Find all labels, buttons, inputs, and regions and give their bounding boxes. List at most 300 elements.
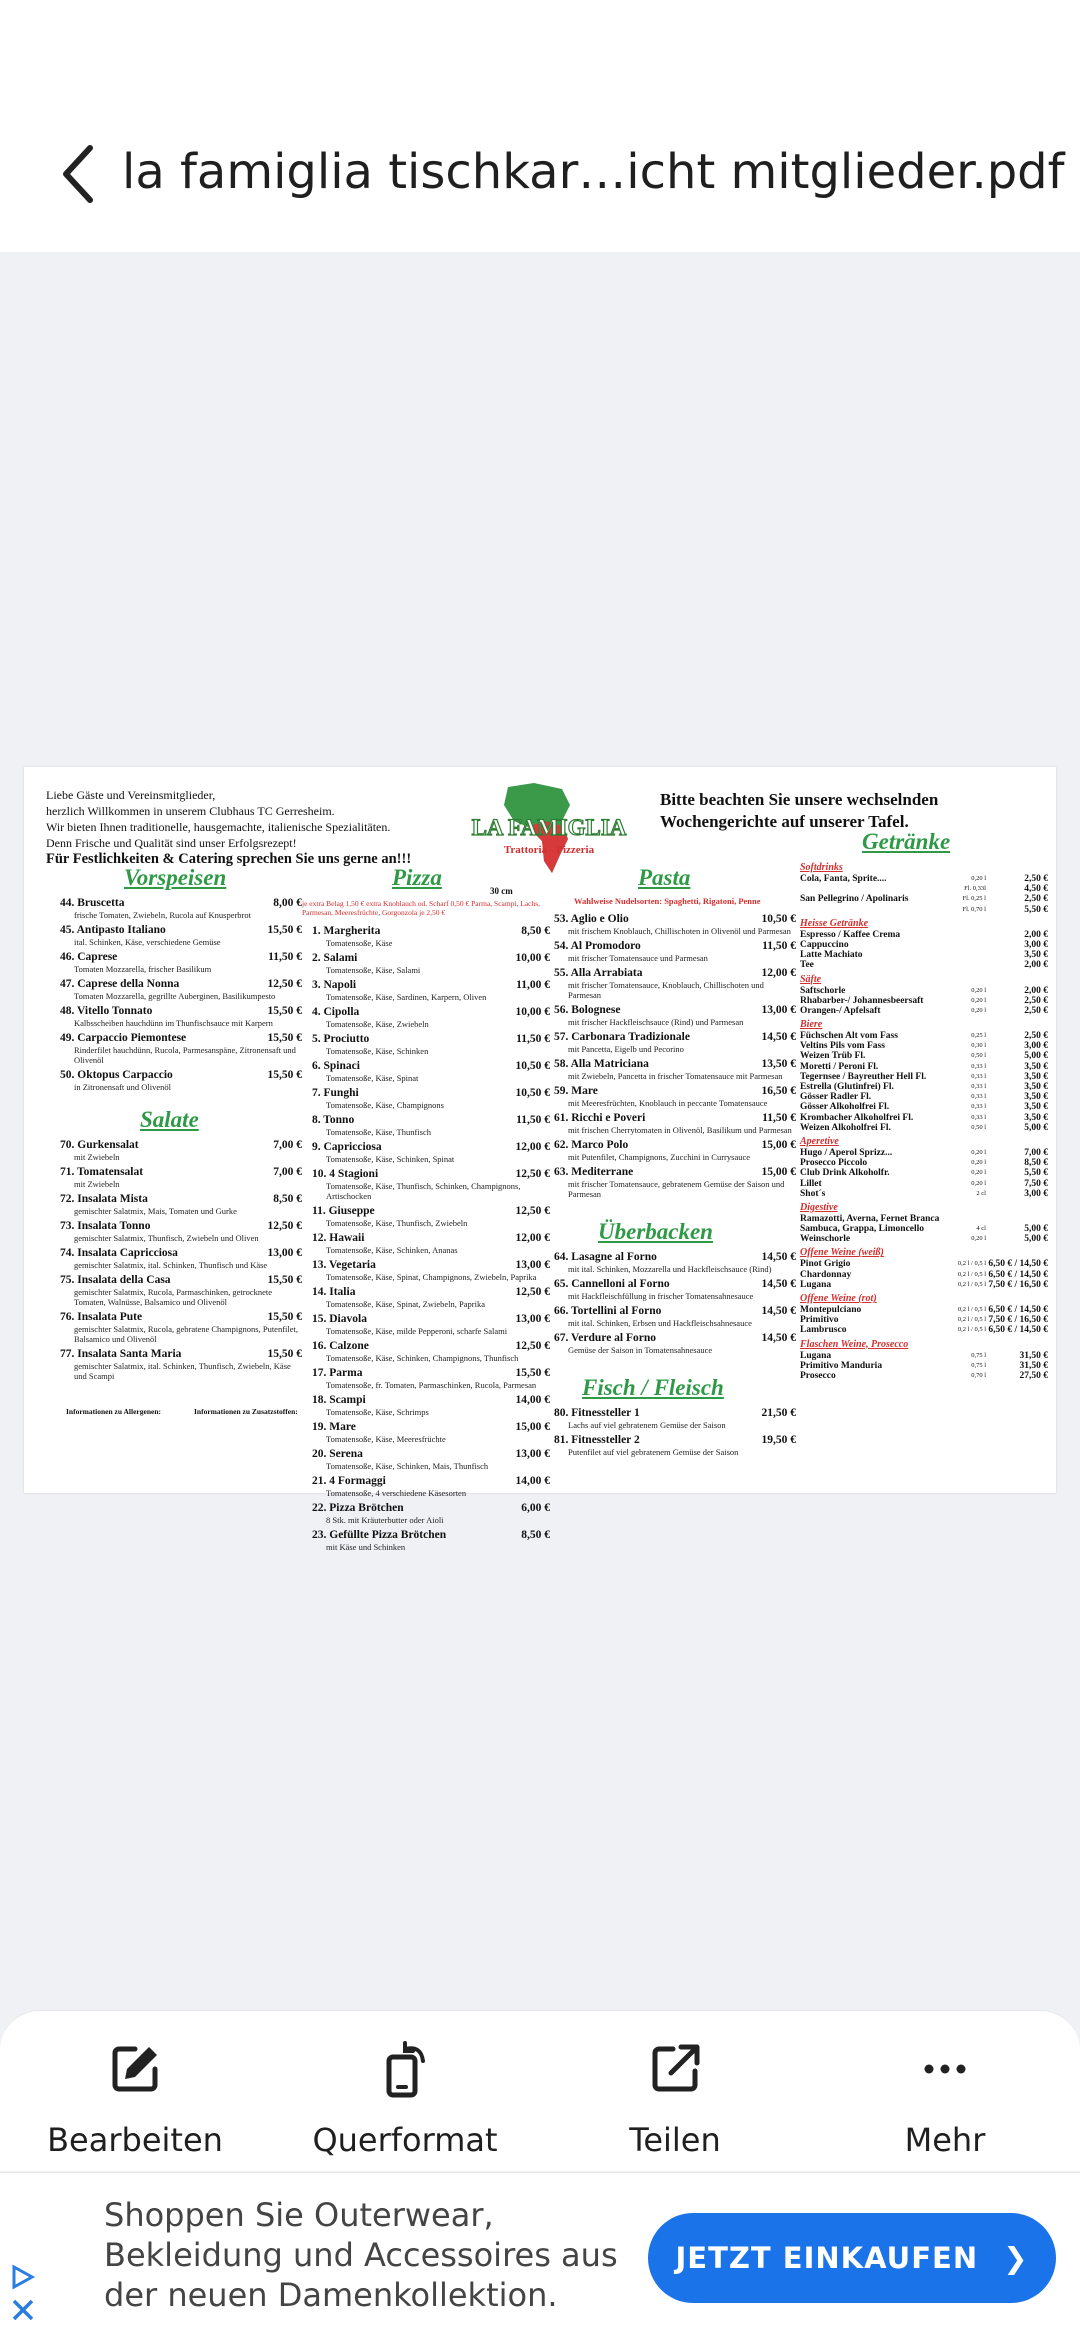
menu-item-price: 14,50 € [761, 1278, 796, 1290]
drink-name: Shot´s [800, 1188, 826, 1199]
drink-row [800, 1102, 1048, 1112]
menu-item-price: 15,00 € [761, 1139, 796, 1151]
menu-item-price: 12,00 € [515, 1232, 550, 1244]
menu-item [312, 1340, 550, 1363]
menu-intro [46, 787, 476, 867]
menu-item [312, 1529, 550, 1552]
menu-item [312, 1394, 550, 1417]
menu-item-price: 15,50 € [267, 1274, 302, 1286]
ad-choices-icon[interactable] [8, 2263, 38, 2335]
menu-item [312, 1475, 550, 1498]
drink-row [800, 1006, 1048, 1016]
menu-item-desc: in Zitronensaft und Olivenöl [74, 1082, 172, 1092]
drink-price: 2,50 € [1024, 1031, 1048, 1042]
drink-price: 31,50 € [1019, 1360, 1048, 1371]
drink-volume: 0,20 l [971, 1169, 986, 1177]
drink-volume: 0,2 l / 0,5 l [957, 1270, 986, 1278]
menu-item-desc: mit Putenfilet, Champignons, Zucchini in Currysauce [568, 1152, 751, 1162]
drink-volume: 0,20 l [971, 1179, 986, 1187]
menu-item-price: 12,50 € [515, 1340, 550, 1352]
chevron-right-icon: ❯ [1003, 2241, 1029, 2275]
back-arrow-icon[interactable] [52, 138, 108, 210]
menu-item-price: 13,00 € [761, 1004, 796, 1016]
drink-price: 3,00 € [1024, 1041, 1048, 1052]
drink-row [800, 940, 1048, 950]
menu-item-name: 74. Insalata Capricciosa [60, 1247, 178, 1259]
drink-price: 5,00 € [1024, 1051, 1048, 1062]
drink-row [800, 1214, 1048, 1224]
menu-item [312, 1259, 550, 1282]
drink-row [800, 1189, 1048, 1199]
drink-price: 3,50 € [1024, 1102, 1048, 1113]
drink-group-title: Digestive [800, 1201, 838, 1213]
drink-volume: Fl. 0,33l [964, 885, 986, 893]
menu-item-desc: mit Zwiebeln, Pancetta in frischer Tomatensauce mit Parmesan [568, 1071, 783, 1081]
drink-group-title: Flaschen Weine, Prosecco [800, 1338, 909, 1350]
menu-item-desc: gemischter Salatmix, ital. Schinken, Thunfisch, Zwiebeln, Käse und Scampi [74, 1361, 291, 1381]
drink-name: Hugo / Aperol Sprizz... [800, 1147, 893, 1158]
drink-name: Veltins Pils vom Fass [800, 1041, 885, 1052]
menu-item-name: 18. Scampi [312, 1394, 366, 1406]
menu-item-desc: mit Zwiebeln [74, 1179, 120, 1189]
menu-item-desc: Kalbsscheiben hauchdünn im Thunfischsauce mit Karpern [74, 1018, 273, 1028]
drink-price: 3,00 € [1024, 1188, 1048, 1199]
ueberbacken-list [554, 1251, 796, 1359]
menu-item-price: 6,00 € [521, 1502, 550, 1514]
menu-item-desc: gemischter Salatmix, Rucola, gebratene Champignons, Putenfilet, Balsamico und Olivenöl [74, 1324, 299, 1344]
menu-item [60, 1032, 302, 1065]
menu-item-price: 14,00 € [515, 1475, 550, 1487]
share-icon [645, 2039, 705, 2099]
drink-group-title: Offene Weine (weiß) [800, 1247, 884, 1259]
menu-item [554, 1058, 796, 1081]
drink-name: Lugana [800, 1279, 832, 1290]
menu-item-price: 10,50 € [515, 1087, 550, 1099]
drink-row [800, 1148, 1048, 1158]
drink-name: Latte Machiato [800, 950, 863, 961]
menu-item-price: 15,00 € [761, 1166, 796, 1178]
drink-name: Weizen Alkoholfrei Fl. [800, 1122, 891, 1133]
drink-name: Ramazotti, Averna, Fernet Branca [800, 1213, 940, 1224]
menu-item-desc: mit ital. Schinken, Mozzarella und Hackfleischsauce (Rind) [568, 1264, 772, 1274]
menu-item-name: 73. Insalata Tonno [60, 1220, 151, 1232]
menu-item [60, 1166, 302, 1189]
drink-volume: 0,20 l [971, 986, 986, 994]
section-pizza-title: Pizza [392, 865, 442, 890]
menu-item [312, 1367, 550, 1390]
drink-price: 3,50 € [1024, 1112, 1048, 1123]
drink-price: 3,50 € [1024, 1061, 1048, 1072]
menu-item-price: 12,00 € [515, 1141, 550, 1153]
drink-volume: 0,30 l [971, 1042, 986, 1050]
drink-volume: 0,50 l [971, 1052, 986, 1060]
menu-item-desc: Gemüse der Saison in Tomatensahnesauce [568, 1345, 713, 1355]
restaurant-logo [464, 781, 634, 877]
drink-volume: 0,33 l [971, 1072, 986, 1080]
ad-banner[interactable] [0, 2172, 1080, 2341]
drink-name: Weinschorle [800, 1234, 851, 1245]
menu-item [60, 951, 302, 974]
menu-item-desc: gemischter Salatmix, Rucola, Parmaschinken, getrocknete Tomaten, Walnüsse, Balsamico und Olivenöl [74, 1287, 273, 1307]
drink-name: Prosecco Piccolo [800, 1158, 868, 1169]
menu-item-desc: Rinderfilet hauchdünn, Rucola, Parmesanspäne, Zitronensaft und Olivenöl [74, 1045, 296, 1065]
menu-item [554, 1031, 796, 1054]
drink-row [800, 1361, 1048, 1371]
drink-name: Primitivo [800, 1315, 839, 1326]
drink-row [800, 1082, 1048, 1092]
menu-item-price: 8,50 € [521, 925, 550, 937]
drink-volume: Fl. 0,25 l [962, 895, 986, 903]
drink-name: Chardonnay [800, 1269, 852, 1280]
menu-item-desc: 8 Stk. mit Kräuterbutter oder Aioli [326, 1515, 444, 1525]
drink-volume: 0,75 l [971, 1351, 986, 1359]
shop-now-button[interactable] [648, 2213, 1056, 2303]
menu-item [60, 1139, 302, 1162]
menu-item-name: 64. Lasagne al Forno [554, 1251, 657, 1263]
menu-item-desc: Tomatensoße, Käse [326, 938, 393, 948]
drink-name: Weizen Trüb Fl. [800, 1051, 866, 1062]
drink-row [800, 1072, 1048, 1082]
menu-item-name: 80. Fitnessteller 1 [554, 1407, 640, 1419]
menu-item-price: 8,50 € [521, 1529, 550, 1541]
menu-item-name: 46. Caprese [60, 951, 118, 963]
menu-item-price: 10,50 € [515, 1060, 550, 1072]
pizza-extras: je extra Belag 1,50 € extra Knoblauch od. Scharf 0,50 € Parma, Scampi, Lachs, Parmesan, Meeresfrüchte, Gorgonzola je 2,50 € [302, 899, 541, 917]
menu-item-desc: gemischter Salatmix, Thunfisch, Zwiebeln und Oliven [74, 1233, 259, 1243]
menu-item-desc: Tomatensoße, Käse, Champignons [326, 1100, 444, 1110]
menu-item-price: 13,00 € [515, 1259, 550, 1271]
menu-item-name: 1. Margherita [312, 925, 381, 937]
drink-row [800, 1270, 1048, 1280]
menu-item-price: 14,00 € [515, 1394, 550, 1406]
more-label: Mehr [904, 2121, 986, 2159]
menu-item-price: 8,00 € [273, 897, 302, 909]
drink-volume: 0,20 l [971, 996, 986, 1004]
drink-name: Pinot Grigio [800, 1259, 851, 1270]
menu-item-desc: Tomatensoße, Käse, Zwiebeln [326, 1019, 429, 1029]
menu-item-desc: gemischter Salatmix, Mais, Tomaten und Gurke [74, 1206, 237, 1216]
menu-item [60, 1193, 302, 1216]
drink-volume: 0,50 l [971, 1123, 986, 1131]
drink-volume: 0,33 l [971, 1083, 986, 1090]
menu-item [312, 1313, 550, 1336]
drink-volume: 0,2 l / 0,5 l [957, 1326, 986, 1334]
drink-row [800, 884, 1048, 894]
drink-volume: 0,70 l [971, 1371, 986, 1379]
menu-item-name: 50. Oktopus Carpaccio [60, 1069, 173, 1081]
menu-item-price: 21,50 € [761, 1407, 796, 1419]
menu-item-name: 61. Ricchi e Poveri [554, 1112, 646, 1124]
drink-price: 3,50 € [1024, 1092, 1048, 1103]
drink-name: Montepulciano [800, 1305, 862, 1315]
menu-item-name: 8. Tonno [312, 1114, 355, 1126]
menu-item [312, 1141, 550, 1164]
menu-item-desc: ital. Schinken, Käse, verschiedene Gemüse [74, 937, 221, 947]
drink-volume: Fl. 0,70 l [962, 905, 986, 913]
drink-row [800, 905, 1048, 915]
drink-name: San Pellegrino / Apolinaris [800, 894, 909, 905]
menu-item-price: 7,00 € [273, 1139, 302, 1151]
drink-row [800, 1168, 1048, 1178]
drink-group-title: Biere [800, 1019, 823, 1031]
menu-item-price: 15,50 € [267, 1348, 302, 1360]
menu-item-desc: Tomatensoße, Käse, Salami [326, 965, 421, 975]
drink-row [800, 1092, 1048, 1102]
menu-item-name: 56. Bolognese [554, 1004, 621, 1016]
fisch-list [554, 1407, 796, 1461]
menu-item-price: 13,00 € [515, 1313, 550, 1325]
drink-price: 5,00 € [1024, 1234, 1048, 1245]
menu-item-desc: mit frischer Hackfleischsauce (Rind) und Parmesan [568, 1017, 744, 1027]
menu-item [312, 1168, 550, 1201]
drink-row [800, 1325, 1048, 1335]
drink-group-title: Aperetive [800, 1135, 839, 1147]
menu-item-name: 19. Mare [312, 1421, 356, 1433]
menu-item-desc: Tomatensoße, Käse, Spinat, Zwiebeln, Paprika [326, 1299, 485, 1309]
menu-item-name: 81. Fitnessteller 2 [554, 1434, 640, 1446]
allergene-info: Informationen zu Allergenen: [66, 1407, 161, 1416]
share-button[interactable] [540, 2039, 810, 2159]
menu-item [554, 1251, 796, 1274]
drink-price: 2,00 € [1024, 985, 1048, 996]
menu-item-name: 65. Cannelloni al Forno [554, 1278, 670, 1290]
section-pasta-title: Pasta [638, 865, 691, 890]
drink-group-title: Offene Weine (rot) [800, 1293, 877, 1304]
menu-item [554, 1407, 796, 1430]
menu-item-name: 15. Diavola [312, 1313, 367, 1325]
drink-name: Rhabarber-/ Johannesbeersaft [800, 995, 924, 1006]
drink-volume: 0,2 l / 0,5 l [957, 1280, 986, 1288]
menu-item-name: 6. Spinaci [312, 1060, 360, 1072]
drink-price: 2,50 € [1024, 894, 1048, 905]
drink-price: 2,00 € [1024, 960, 1048, 971]
landscape-button[interactable] [270, 2039, 540, 2159]
menu-item-price: 7,00 € [273, 1166, 302, 1178]
menu-item-name: 4. Cipolla [312, 1006, 360, 1018]
drink-price: 2,50 € [1024, 874, 1048, 884]
menu-item [312, 1448, 550, 1471]
drink-name: Saftschorle [800, 985, 846, 996]
drink-row [800, 1234, 1048, 1244]
drink-price: 5,00 € [1024, 1224, 1048, 1235]
menu-item-name: 11. Giuseppe [312, 1205, 375, 1217]
menu-item-desc: Tomatensoße, Käse, Schinken, Champignons, Thunfisch [326, 1353, 519, 1363]
menu-item-name: 45. Antipasto Italiano [60, 924, 166, 936]
menu-item-desc: Tomatensoße, Käse, Thunfisch, Schinken, Champignons, Artischocken [326, 1181, 521, 1201]
drink-volume: 0,33 l [971, 1113, 986, 1121]
menu-item [312, 1502, 550, 1525]
menu-item-desc: Tomatensoße, Käse, Thunfisch, Zwiebeln [326, 1218, 468, 1228]
menu-item [312, 1421, 550, 1444]
drink-price: 6,50 € / 14,50 € [988, 1259, 1048, 1270]
menu-item-name: 67. Verdure al Forno [554, 1332, 657, 1344]
drink-name: Füchschen Alt vom Fass [800, 1031, 898, 1042]
drink-name: Moretti / Peroni Fl. [800, 1061, 879, 1072]
drink-price: 4,50 € [1024, 884, 1048, 895]
menu-item-desc: Tomatensoße, Käse, Schinken [326, 1046, 429, 1056]
landscape-label: Querformat [312, 2121, 498, 2159]
menu-item-name: 9. Capricciosa [312, 1141, 382, 1153]
intro-line: Liebe Gäste und Vereinsmitglieder, [46, 788, 216, 802]
menu-item-desc: mit frischen Cherrytomaten in Olivenöl, Basilikum und Parmesan [568, 1125, 792, 1135]
drink-row [800, 1315, 1048, 1325]
drink-row [800, 1158, 1048, 1168]
menu-item-price: 16,50 € [761, 1085, 796, 1097]
menu-item-desc: Lachs auf viel gebratenem Gemüse der Saison [568, 1420, 726, 1430]
menu-item-price: 15,50 € [267, 1005, 302, 1017]
menu-item [312, 1060, 550, 1083]
drink-price: 7,00 € [1024, 1147, 1048, 1158]
menu-item-name: 13. Vegetaria [312, 1259, 376, 1271]
menu-item-desc: gemischter Salatmix, ital. Schinken, Thunfisch und Käse [74, 1260, 268, 1270]
pasta-list [554, 913, 796, 1203]
menu-item [60, 924, 302, 947]
menu-item-name: 10. 4 Stagioni [312, 1168, 379, 1180]
drink-name: Estrella (Glutinfrei) Fl. [800, 1082, 894, 1092]
section-ueberbacken-title: Überbacken [598, 1219, 713, 1244]
menu-item-price: 8,50 € [273, 1193, 302, 1205]
drink-row [800, 1031, 1048, 1041]
drink-row [800, 1123, 1048, 1133]
menu-item-price: 12,50 € [515, 1286, 550, 1298]
menu-item-name: 53. Aglio e Olio [554, 913, 629, 925]
menu-item-desc: Tomaten Mozzarella, gegrillte Auberginen, Basilikumpesto [74, 991, 276, 1001]
menu-item [312, 1033, 550, 1056]
drink-row [800, 960, 1048, 970]
drink-name: Tee [800, 960, 814, 971]
more-button[interactable] [810, 2039, 1080, 2159]
drink-row [800, 1305, 1048, 1315]
menu-item-desc: Tomatensoße, fr. Tomaten, Parmaschinken, Rucola, Parmesan [326, 1380, 537, 1390]
menu-item-desc: Tomatensoße, Käse, Schinken, Ananas [326, 1245, 458, 1255]
menu-item-price: 11,00 € [516, 979, 550, 991]
drink-volume: 0,2 l / 0,5 l [957, 1306, 986, 1313]
drink-price: 5,50 € [1024, 1168, 1048, 1179]
drink-row [800, 874, 1048, 884]
ad-text[interactable]: Shoppen Sie Outerwear, Bekleidung und Accessoires aus der neuen Damenkollektion. [104, 2196, 618, 2314]
menu-item-desc: mit ital. Schinken, Erbsen und Hackfleischsahnesauce [568, 1318, 752, 1328]
drink-name: Lugana [800, 1350, 832, 1361]
drink-price: 31,50 € [1019, 1350, 1048, 1361]
drink-name: Sambuca, Grappa, Limoncello [800, 1224, 925, 1235]
menu-item-desc: Tomatensoße, Käse, Schinken, Spinat [326, 1154, 455, 1164]
menu-item-desc: mit frischem Knoblauch, Chillischoten in Olivenöl und Parmesan [568, 926, 791, 936]
drink-row [800, 930, 1048, 940]
shop-now-label: JETZT EINKAUFEN [675, 2241, 979, 2275]
drink-price: 7,50 € / 16,50 € [988, 1315, 1048, 1326]
weekly-note: Bitte beachten Sie unsere wechselnden Wochengerichte auf unserer Tafel. [660, 790, 939, 831]
drink-row [800, 1280, 1048, 1290]
menu-item-name: 7. Funghi [312, 1087, 359, 1099]
drink-name: Orangen-/ Apfelsaft [800, 1005, 881, 1016]
menu-item [60, 1247, 302, 1270]
menu-item-price: 10,00 € [515, 1006, 550, 1018]
menu-item-name: 77. Insalata Santa Maria [60, 1348, 182, 1360]
drink-price: 5,00 € [1024, 1122, 1048, 1133]
drink-row [800, 1224, 1048, 1234]
drink-group-title: Säfte [800, 973, 822, 985]
menu-item-price: 11,50 € [268, 951, 302, 963]
salate-list [60, 1139, 302, 1385]
menu-item-name: 75. Insalata della Casa [60, 1274, 171, 1286]
menu-item-name: 54. Al Promodoro [554, 940, 641, 952]
drink-volume: 0,33 l [971, 1062, 986, 1070]
drink-group-title: Heisse Getränke [800, 917, 869, 929]
drink-volume: 0,20 l [971, 1159, 986, 1167]
drink-volume: 0,20 l [971, 1148, 986, 1156]
menu-item-name: 22. Pizza Brötchen [312, 1502, 404, 1514]
menu-item-desc: Tomatensoße, Käse, Thunfisch [326, 1127, 432, 1137]
menu-item-desc: Tomatensoße, Käse, Meeresfrüchte [326, 1434, 446, 1444]
drink-name: Prosecco [800, 1370, 836, 1381]
menu-item-name: 71. Tomatensalat [60, 1166, 144, 1178]
drink-price: 8,50 € [1024, 1158, 1048, 1169]
drink-price: 5,50 € [1024, 904, 1048, 915]
drink-volume: 0,33 l [971, 1103, 986, 1111]
menu-item-price: 12,50 € [267, 978, 302, 990]
menu-item-name: 57. Carbonara Tradizionale [554, 1031, 690, 1043]
drink-volume: 4 cl [976, 1225, 986, 1233]
drink-price: 27,50 € [1019, 1370, 1048, 1381]
drink-row [800, 1062, 1048, 1072]
menu-item [554, 1305, 796, 1328]
menu-item-name: 20. Serena [312, 1448, 363, 1460]
drink-volume: 0,2 l / 0,5 l [957, 1260, 986, 1268]
menu-item-name: 23. Gefüllte Pizza Brötchen [312, 1529, 447, 1541]
menu-item [312, 1114, 550, 1137]
document-title: la famiglia tischkar…icht mitglieder.pdf [122, 144, 1065, 200]
menu-item-price: 12,50 € [515, 1205, 550, 1217]
menu-item-price: 19,50 € [761, 1434, 796, 1446]
menu-item [312, 1232, 550, 1255]
menu-item-name: 5. Prociutto [312, 1033, 370, 1045]
menu-item-price: 11,50 € [762, 940, 796, 952]
menu-item [554, 1085, 796, 1108]
menu-item [554, 1332, 796, 1355]
menu-item-price: 14,50 € [761, 1305, 796, 1317]
drink-volume: 0,20 l [971, 875, 986, 882]
menu-item [60, 897, 302, 920]
menu-item-name: 58. Alla Matriciana [554, 1058, 649, 1070]
drink-row [800, 950, 1048, 960]
menu-item-desc: Tomatensoße, Käse, Spinat [326, 1073, 419, 1083]
drink-name: Tegernsee / Bayreuther Hell Fl. [800, 1071, 927, 1082]
pasta-note: Wahlweise Nudelsorten: Spaghetti, Rigatoni, Penne [574, 896, 761, 906]
pdf-page[interactable] [24, 767, 1056, 1552]
menu-item-name: 47. Caprese della Nonna [60, 978, 180, 990]
menu-item-name: 44. Bruscetta [60, 897, 125, 909]
menu-item-name: 12. Hawaii [312, 1232, 365, 1244]
menu-item-desc: Tomatensoße, Käse, Schrimps [326, 1407, 429, 1417]
section-vorspeisen-title: Vorspeisen [124, 865, 227, 890]
edit-button[interactable] [0, 2039, 270, 2159]
menu-item-name: 14. Italia [312, 1286, 356, 1298]
menu-item-desc: mit frischer Tomatensauce, gebratenem Gemüse der Saison und Parmesan [568, 1179, 785, 1199]
menu-item-name: 17. Parma [312, 1367, 363, 1379]
menu-item-price: 10,50 € [761, 913, 796, 925]
menu-item [312, 1286, 550, 1309]
section-getraenke-title: Getränke [862, 829, 951, 854]
menu-item-name: 66. Tortellini al Forno [554, 1305, 662, 1317]
menu-item-price: 15,50 € [267, 1311, 302, 1323]
menu-item [60, 1274, 302, 1307]
menu-item-price: 11,50 € [516, 1114, 550, 1126]
drink-price: 3,50 € [1024, 1082, 1048, 1092]
top-bar [0, 0, 1080, 252]
menu-item [312, 925, 550, 948]
menu-item-desc: Tomatensoße, Käse, Sardinen, Karpern, Oliven [326, 992, 487, 1002]
menu-item-desc: Tomaten Mozzarella, frischer Basilikum [74, 964, 212, 974]
